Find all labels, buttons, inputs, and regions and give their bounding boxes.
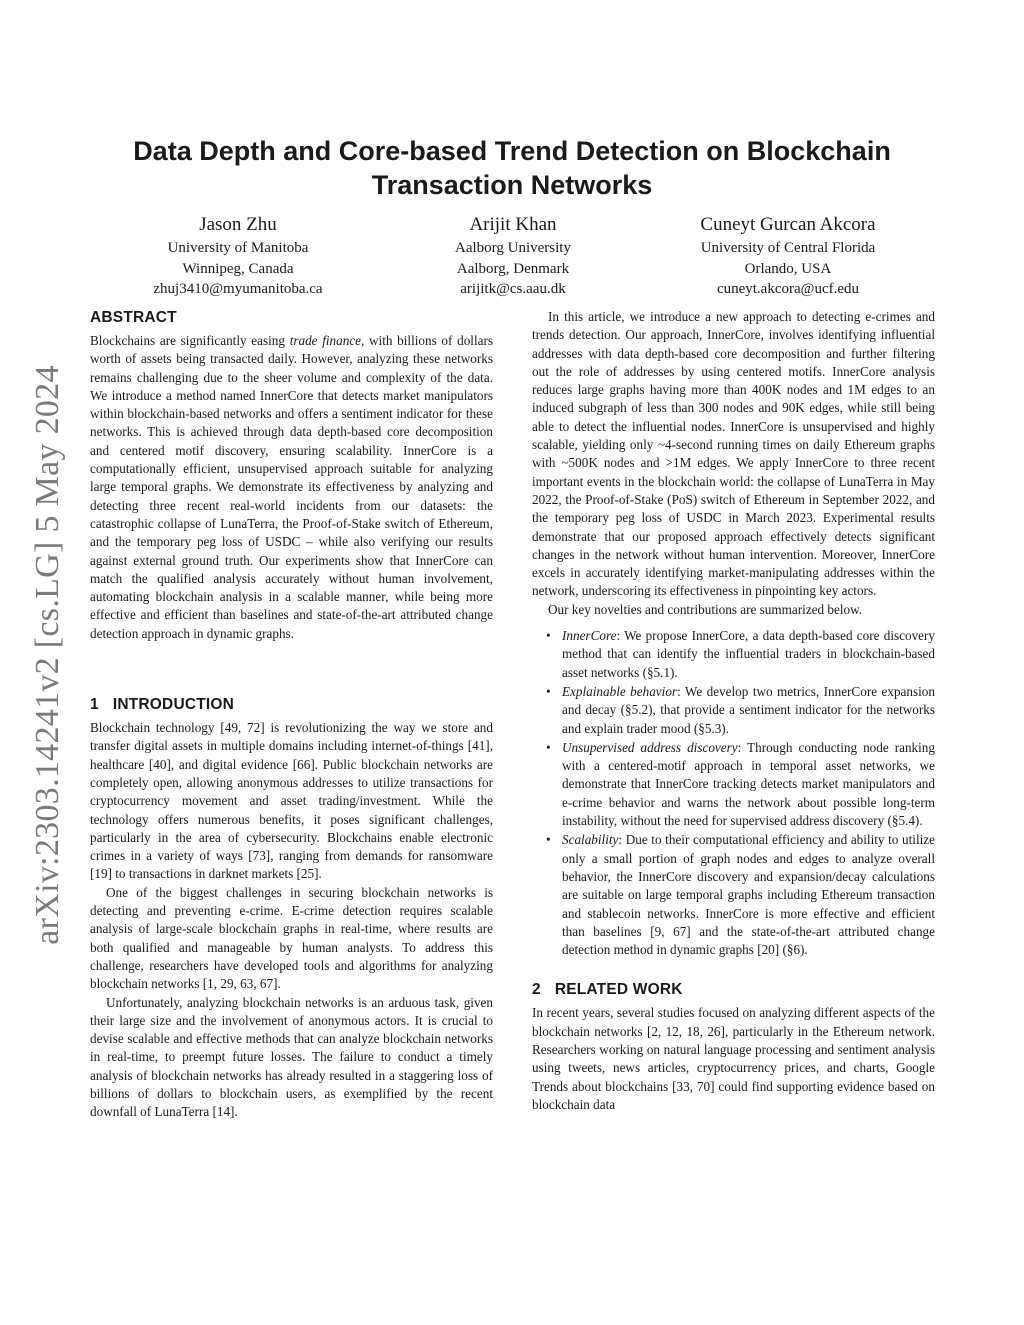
contributions-lead: Our key novelties and contributions are summarized below. <box>548 601 863 617</box>
bullet-icon: • <box>546 739 551 755</box>
author-email[interactable]: cuneyt.akcora@ucf.edu <box>716 281 860 297</box>
abstract-text: Blockchains are significantly easing trade finance, with billions of dollars worth of assets being transacted daily. However, analyzing these networks remains challenging due to the sheer volume and complexity of the data. We introduce a method named InnerCore that detects market manipulators within blockchain-based networks and offers a sentiment indicator for these networks. This is achieved through data depth-based core decomposition and centered motif discovery, ensuring scalability. InnerCore is a computationally efficient, unsupervised approach suitable for analyzing large temporal graphs. We demonstrate its effectiveness by analyzing and detecting three recent real-world incidents from our datasets: the catastrophic collapse of LunaTerra, the Proof-of-Stake switch of Ethereum, and the temporary peg loss of USDC – while also verifying our results against external ground truth. Our experiments show that InnerCore can match the qualified analysis accurately without human involvement, automating blockchain analysis in a scalable manner, while being more effective and efficient than baselines and state-of-the-art attributed change detection approach in dynamic graphs. <box>90 333 494 641</box>
introduction-paragraph-1: Blockchain technology [49, 72] is revolutionizing the way we store and transfer digital assets in multiple domains including internet-of-things [41], healthcare [40], and digital evidence [66]. Public blockchain networks are completely open, allowing anonymous addresses to utilize transactions for cryptocurrency movement and asset trading/investment. While the technology offers numerous benefits, it poses significant challenges, particularly in the area of cybersecurity. Blockchains enable electronic crimes in a variety of ways [73], ranging from demands for ransomware [19] to transactions in darknet markets [25]. <box>90 720 493 882</box>
contribution-text: : Through conducting node ranking with a centered-motif approach in temporal asset networks, we demonstrate that InnerCore tracking detects market manipulators and e-crime behavior and warns the network about possible long-term instability, without the need for supervised address discovery (§5.4). <box>562 739 935 829</box>
paper-title-line-1: Data Depth and Core-based Trend Detection on Blockchain <box>133 136 891 166</box>
contribution-text: : We develop two metrics, InnerCore expansion and decay (§5.2), that provide a sentiment indicator for the networks and explain trader mood (§5.3). <box>562 683 935 736</box>
list-item <box>532 683 935 738</box>
contribution-label: Scalability <box>562 832 619 848</box>
list-item <box>532 627 935 682</box>
contribution-label: Unsupervised address discovery <box>562 739 738 755</box>
list-item <box>532 739 935 830</box>
author-affiliation: Aalborg University <box>455 240 571 256</box>
bullet-icon: • <box>546 683 551 699</box>
bullet-icon: • <box>546 628 551 644</box>
contribution-text: : Due to their computational efficiency and ability to utilize only a small portion of graph nodes and edges to analyze overall behavior, the InnerCore discovery and expansion/decay calculations are suitable on large temporal graphs including Ethereum transaction and stablecoin networks. InnerCore is more effective and efficient than baselines [9, 67] and the state-of-the-art attributed change detection method in dynamic graphs [20] (§6). <box>562 832 935 958</box>
section-number: 1 <box>90 696 99 714</box>
left-column <box>90 308 493 1122</box>
section-number: 2 <box>532 981 541 999</box>
section-title: RELATED WORK <box>554 981 683 999</box>
introduction-paragraph-3: Unfortunately, analyzing blockchain networks is an arduous task, given their large size and the involvement of anonymous actors. It is crucial to devise scalable and effective methods that can analyze blockchain networks in real-time, to preempt future losses. The failure to conduct a timely analysis of blockchain networks has already resulted in a staggering loss of billions of dollars to blockchain users, as exemplified by the recent downfall of LunaTerra [14]. <box>90 994 493 1120</box>
contribution-text: : We propose InnerCore, a data depth-based core discovery method that can identify the influential traders in blockchain-based asset networks (§5.1). <box>562 628 935 680</box>
introduction-paragraph-2: One of the biggest challenges in securing blockchain networks is detecting and preventing e-crime. E-crime detection requires scalable analysis of large-scale blockchain graphs in real-time, where results are both qualified and manageable by human analysts. To address this challenge, researchers have developed tools and algorithms for analyzing blockchain networks [1, 29, 63, 67]. <box>90 884 493 992</box>
contributions-list <box>532 627 935 959</box>
author-email[interactable]: arijitk@cs.aau.dk <box>460 281 566 297</box>
author-affiliation: University of Manitoba <box>167 240 309 256</box>
author-location: Winnipeg, Canada <box>182 260 294 277</box>
author-location: Orlando, USA <box>744 260 832 277</box>
author-email[interactable]: zhuj3410@myumanitoba.ca <box>153 281 323 297</box>
list-item <box>532 831 935 959</box>
author-block-2 <box>413 212 613 300</box>
related-work-heading <box>532 980 935 1000</box>
author-block-3 <box>672 212 904 300</box>
related-work-paragraph: In recent years, several studies focused on analyzing different aspects of the blockchain networks [2, 12, 18, 26], particularly in the Ethereum network. Researchers working on natural language processing and sentiment analysis using tweets, news articles, cryptocurrency prices, and charts, Google Trends about blockchains [33, 70] could find supporting evidence based on blockchain data <box>532 1005 935 1112</box>
author-name: Arijit Khan <box>469 214 557 235</box>
arxiv-stamp-text: arXiv:2303.14241v2 [cs.LG] 5 May 2024 <box>29 365 66 945</box>
paper-title-line-2: Transaction Networks <box>371 170 653 200</box>
abstract-heading: ABSTRACT <box>90 309 177 326</box>
introduction-heading <box>90 695 493 715</box>
contribution-label: InnerCore <box>562 628 617 644</box>
author-name: Jason Zhu <box>199 214 277 235</box>
author-block-1 <box>138 212 338 300</box>
author-location: Aalborg, Denmark <box>456 260 570 277</box>
bullet-icon: • <box>546 832 551 848</box>
author-affiliation: University of Central Florida <box>700 240 876 256</box>
right-column <box>532 308 935 1114</box>
approach-paragraph: In this article, we introduce a new approach to detecting e-crimes and trends detection. Our approach, InnerCore, involves identifying influential addresses with data depth-based core decomposition and further filtering out the role of addresses by using centered motifs. InnerCore analysis reduces large graphs having more than 400K nodes and 1M edges to an induced subgraph of less than 300 nodes and 90K edges, while still being able to detect the influential nodes. InnerCore is unsupervised and highly scalable, yielding only ~4-second running times on daily Ethereum graphs with ~500K nodes and >1M edges. We apply InnerCore to three recent important events in the blockchain world: the collapse of LunaTerra in May 2022, the Proof-of-Stake (PoS) switch of Ethereum in September 2022, and the temporary peg loss of USDC in March 2023. Experimental results demonstrate that our proposed approach effectively detects significant changes in the network without human intervention. Moreover, InnerCore excels in accurately identifying market-manipulating addresses within the network, underscoring its effectiveness in pinpointing key actors. <box>532 309 935 599</box>
abstract-emphasis: trade finance <box>289 333 362 348</box>
contribution-label: Explainable behavior <box>562 683 678 699</box>
section-title: INTRODUCTION <box>112 696 235 714</box>
paper-title <box>90 134 934 202</box>
arxiv-stamp <box>26 350 70 960</box>
author-name: Cuneyt Gurcan Akcora <box>700 214 876 235</box>
